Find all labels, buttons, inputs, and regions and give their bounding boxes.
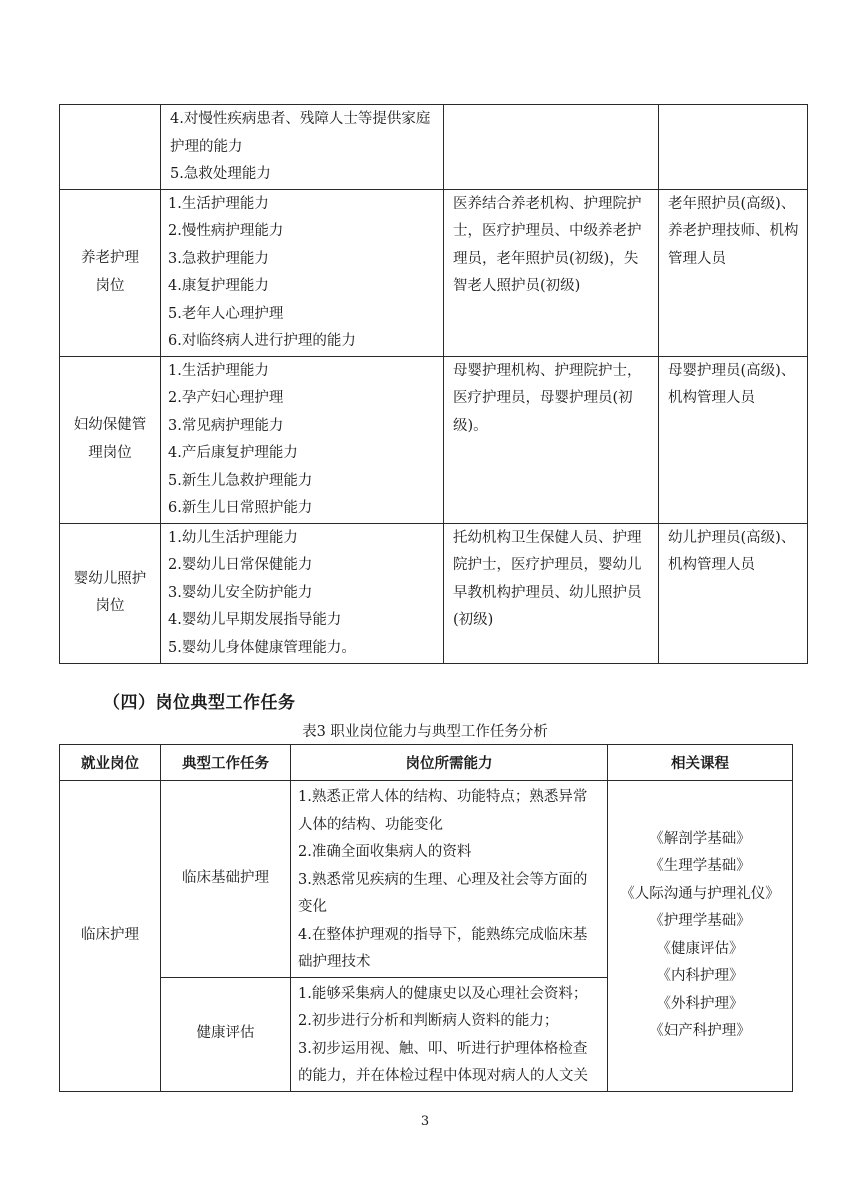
abilities-cell (161, 189, 444, 356)
task-name: 临床基础护理 (182, 870, 269, 886)
page-number: 3 (420, 1114, 430, 1129)
ability-item: 1.能够采集病人的健康史以及心理社会资料； (298, 985, 588, 1002)
post-cell (60, 356, 161, 523)
employer-line: 级)。 (453, 417, 488, 434)
post-name: 临床护理 (81, 927, 139, 943)
table-row (60, 189, 808, 356)
course-item: 《内科护理》 (656, 968, 744, 985)
ability-item: 2.初步进行分析和判断病人资料的能力； (298, 1013, 559, 1029)
employer-line: 院护士，医疗护理员，婴幼儿 (453, 557, 642, 573)
course-item: 《健康评估》 (656, 940, 744, 957)
promotion-line: 机构管理人员 (668, 557, 755, 573)
course-item: 《护理学基础》 (649, 913, 751, 930)
employer-line: 医疗护理员，母婴护理员(初 (453, 390, 633, 406)
promotion-cell (659, 189, 808, 356)
table-row (60, 356, 808, 523)
post-name: 养老护理 (81, 250, 139, 266)
column-header-post: 就业岗位 (60, 745, 161, 781)
course-item: 《生理学基础》 (649, 858, 751, 875)
employer-line: 母婴护理机构、护理院护士， (453, 362, 642, 379)
employer-line: 智老人照护员(初级) (453, 278, 581, 294)
employers-cell (444, 189, 659, 356)
table-row (60, 781, 793, 978)
promotion-line: 机构管理人员 (668, 390, 755, 406)
post-name: 岗位 (95, 598, 125, 614)
abilities-cell (161, 356, 444, 523)
employer-line: (初级) (453, 612, 494, 628)
abilities-cell (161, 523, 444, 663)
ability-item: 3.常见病护理能力 (168, 417, 284, 434)
column-header-task: 典型工作任务 (161, 745, 291, 781)
post-name: 婴幼儿照护 (73, 570, 147, 587)
ability-item: 3.急救护理能力 (168, 250, 269, 267)
promotion-line: 管理人员 (668, 250, 726, 267)
task-cell (161, 977, 291, 1091)
ability-item: 1.生活护理能力 (168, 362, 269, 379)
task-analysis-table (59, 744, 793, 1092)
employers-cell (444, 105, 659, 190)
post-ability-table (59, 104, 808, 664)
post-cell (60, 189, 161, 356)
task-cell (161, 781, 291, 978)
post-name: 妇幼保健管 (73, 417, 147, 433)
ability-item: 4.康复护理能力 (168, 278, 269, 294)
table-caption: 表3 职业岗位能力与典型工作任务分析 (302, 724, 548, 740)
employer-line: 士，医疗护理员、中级养老护 (453, 223, 642, 239)
ability-item: 2.孕产妇心理护理 (168, 390, 284, 406)
ability-item: 3.初步运用视、触、叩、听进行护理体格检查的能力，并在体检过程中体现对病人的人文关 (298, 1040, 588, 1084)
course-item: 《人际沟通与护理礼仪》 (620, 885, 780, 902)
course-item: 《妇产科护理》 (649, 1023, 751, 1040)
employer-line: 早教机构护理员、幼儿照护员 (453, 584, 642, 601)
employers-cell (444, 356, 659, 523)
post-name: 理岗位 (88, 444, 132, 461)
promotion-line: 养老护理技师、机构 (668, 223, 799, 239)
ability-item: 1.幼儿生活护理能力 (168, 529, 298, 546)
employers-cell (444, 523, 659, 663)
post-cell (60, 105, 161, 190)
abilities-cell (161, 105, 444, 190)
post-name: 岗位 (95, 277, 125, 294)
table-row (60, 105, 808, 190)
ability-item: 5.老年人心理护理 (168, 305, 284, 322)
task-name: 健康评估 (196, 1025, 255, 1042)
column-header-abilities: 岗位所需能力 (291, 745, 608, 781)
employer-line: 医养结合养老机构、护理院护 (453, 195, 642, 212)
promotion-cell (659, 105, 808, 190)
ability-item: 1.生活护理能力 (168, 195, 269, 212)
abilities-cell (291, 781, 608, 978)
promotion-line: 幼儿护理员(高级)、 (668, 529, 796, 546)
ability-item: 5.婴幼儿身体健康管理能力。 (168, 639, 356, 656)
promotion-cell (659, 523, 808, 663)
table-header-row (60, 745, 793, 781)
ability-item: 4.对慢性疾病患者、残障人士等提供家庭护理的能力 (170, 111, 431, 155)
ability-item: 3.婴幼儿安全防护能力 (168, 584, 313, 601)
course-item: 《解剖学基础》 (649, 830, 751, 847)
ability-item: 6.对临终病人进行护理的能力 (168, 333, 356, 349)
ability-item: 4.婴幼儿早期发展指导能力 (168, 612, 342, 628)
ability-item: 6.新生儿日常照护能力 (168, 500, 313, 516)
ability-item: 4.产后康复护理能力 (168, 445, 298, 461)
courses-cell (608, 781, 793, 1092)
ability-item: 1.熟悉正常人体的结构、功能特点；熟悉异常人体的结构、功能变化 (298, 789, 588, 833)
ability-item: 5.急救处理能力 (170, 166, 271, 182)
promotion-cell (659, 356, 808, 523)
column-header-courses: 相关课程 (608, 745, 793, 781)
abilities-cell (291, 977, 608, 1091)
promotion-line: 老年照护员(高级)、 (668, 195, 796, 212)
promotion-line: 母婴护理员(高级)、 (668, 362, 796, 379)
ability-item: 3.熟悉常见疾病的生理、心理及社会等方面的变化 (298, 871, 588, 915)
post-cell (60, 523, 161, 663)
ability-item: 5.新生儿急救护理能力 (168, 472, 313, 489)
ability-item: 2.准确全面收集病人的资料 (298, 844, 472, 860)
ability-item: 4.在整体护理观的指导下，能熟练完成临床基础护理技术 (298, 926, 588, 970)
employer-line: 托幼机构卫生保健人员、护理 (453, 529, 642, 546)
post-cell (60, 781, 161, 1092)
ability-item: 2.慢性病护理能力 (168, 223, 284, 239)
table-row (60, 523, 808, 663)
employer-line: 理员，老年照护员(初级)，失 (453, 250, 639, 267)
course-item: 《外科护理》 (656, 995, 744, 1012)
ability-item: 2.婴幼儿日常保健能力 (168, 557, 313, 573)
section-heading: （四）岗位典型工作任务 (103, 693, 296, 713)
